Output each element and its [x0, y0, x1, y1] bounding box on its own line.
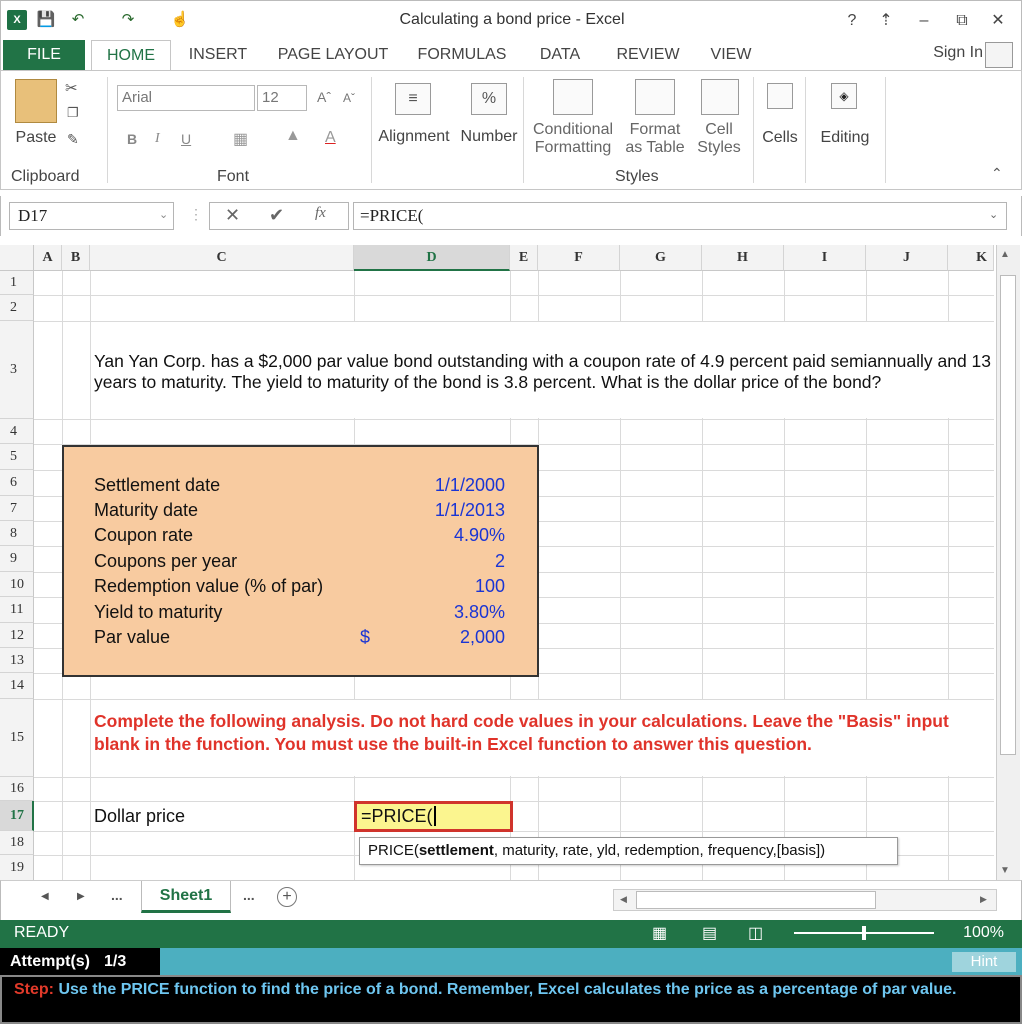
column-header-i[interactable]: I: [784, 245, 866, 271]
input-value-settlement-date[interactable]: 1/1/2000: [434, 475, 505, 495]
sheet-list-ellipsis-right[interactable]: ...: [243, 887, 255, 903]
formula-bar: [0, 196, 1022, 236]
text-cursor: [434, 806, 436, 826]
input-label-coupon-rate: Coupon rate: [94, 525, 194, 545]
sign-in-link[interactable]: Sign In: [933, 44, 983, 61]
input-value-coupons-per-year[interactable]: 2: [494, 551, 505, 571]
column-header-e[interactable]: E: [510, 245, 538, 271]
underline-button[interactable]: U: [181, 131, 192, 147]
tab-insert[interactable]: INSERT: [188, 46, 248, 63]
borders-icon[interactable]: ▦: [233, 131, 249, 148]
group-clipboard-label: Clipboard: [11, 168, 80, 185]
row-header-7[interactable]: 7: [0, 496, 34, 521]
normal-view-icon[interactable]: ▦: [652, 925, 668, 942]
input-value-par-value[interactable]: 2,000: [459, 627, 505, 647]
input-value-maturity-date[interactable]: 1/1/2013: [434, 500, 505, 520]
drag-handle-icon[interactable]: ⋮: [189, 206, 203, 222]
column-header-k[interactable]: K: [948, 245, 994, 271]
row-header-10[interactable]: 10: [0, 572, 34, 597]
undo-icon[interactable]: ↶: [71, 11, 85, 28]
scroll-left-icon[interactable]: ◀: [620, 894, 627, 904]
tooltip-function-name: PRICE(: [368, 842, 419, 859]
active-cell-value: =PRICE(: [361, 806, 433, 826]
cell-styles-line2[interactable]: Styles: [697, 139, 741, 156]
name-box-dropdown-icon[interactable]: ⌄: [159, 209, 169, 221]
alignment-button[interactable]: Alignment: [378, 128, 450, 145]
fill-color-icon[interactable]: ▲: [285, 127, 301, 144]
tooltip-current-argument[interactable]: settlement: [418, 842, 494, 859]
separator: [371, 77, 372, 183]
restore-button[interactable]: ⧉: [956, 12, 968, 29]
scroll-down-icon[interactable]: ▼: [1000, 865, 1010, 876]
zoom-slider-thumb[interactable]: [862, 926, 866, 940]
input-label-coupons-per-year: Coupons per year: [94, 551, 238, 571]
font-size-dropdown[interactable]: 12: [257, 85, 307, 111]
row-header-15[interactable]: 15: [0, 699, 34, 777]
row-header-16[interactable]: 16: [0, 777, 34, 801]
column-header-g[interactable]: G: [620, 245, 702, 271]
tooltip-arguments: , maturity, rate, yld, redemption, frequency,[basis]): [493, 842, 826, 859]
tab-review[interactable]: REVIEW: [616, 46, 680, 63]
tab-formulas[interactable]: FORMULAS: [417, 46, 507, 63]
conditional-formatting-line1[interactable]: Conditional: [532, 121, 614, 138]
input-label-par-value: Par value: [94, 627, 171, 647]
question-text: Yan Yan Corp. has a $2,000 par value bond outstanding with a coupon rate of 4.9 percent paid semiannually and 13 years to maturity. The yield to maturity of the bond is 3.8 percent. What is the dollar price of the bond?: [94, 351, 992, 392]
row-header-6[interactable]: 6: [0, 470, 34, 496]
decrease-font-icon[interactable]: Aˇ: [343, 91, 355, 105]
input-value-yield-to-maturity[interactable]: 3.80%: [453, 602, 505, 622]
separator: [805, 77, 806, 183]
insert-function-icon[interactable]: fx: [315, 205, 326, 221]
tab-page-layout[interactable]: PAGE LAYOUT: [277, 46, 389, 63]
format-painter-icon[interactable]: ✎: [67, 131, 79, 147]
title-bar: [0, 0, 1022, 40]
italic-button[interactable]: I: [155, 131, 160, 146]
paste-button[interactable]: Paste: [15, 129, 57, 146]
scroll-up-icon[interactable]: ▲: [1000, 249, 1010, 260]
tab-home[interactable]: HOME: [91, 40, 171, 71]
input-label-maturity-date: Maturity date: [94, 500, 199, 520]
horizontal-scrollbar[interactable]: [613, 889, 997, 911]
dollar-price-label: Dollar price: [94, 806, 186, 826]
window-title: Calculating a bond price - Excel: [399, 11, 625, 28]
find-binoculars-icon[interactable]: ◈: [831, 83, 857, 109]
instruction-text: Complete the following analysis. Do not hard code values in your calculations. Leave the "Basis" input blank in the function. You must use the built-in Excel function to answer this question.: [94, 711, 949, 754]
conditional-formatting-icon[interactable]: [553, 79, 593, 115]
input-value-coupon-rate[interactable]: 4.90%: [453, 525, 505, 545]
touch-mode-icon[interactable]: ☝: [170, 11, 190, 28]
column-header-j[interactable]: J: [866, 245, 948, 271]
format-as-table-line2[interactable]: as Table: [625, 139, 685, 156]
row-header-17[interactable]: 17: [0, 801, 34, 831]
tab-file[interactable]: FILE: [3, 40, 85, 70]
conditional-formatting-line2[interactable]: Formatting: [534, 139, 612, 156]
row-header-5[interactable]: 5: [0, 444, 34, 470]
column-header-a[interactable]: A: [34, 245, 62, 271]
step-instruction: [14, 981, 1004, 999]
input-label-yield-to-maturity: Yield to maturity: [94, 602, 223, 622]
page-break-view-icon[interactable]: ◫: [748, 925, 764, 942]
vertical-scroll-thumb[interactable]: [1000, 275, 1016, 755]
vertical-scrollbar[interactable]: [996, 245, 1020, 885]
increase-font-icon[interactable]: Aˆ: [317, 89, 331, 105]
group-styles-label: Styles: [615, 168, 659, 185]
horizontal-scroll-thumb[interactable]: [636, 891, 876, 909]
sheet-tab-bar: [0, 880, 1022, 920]
formula-input[interactable]: =PRICE(: [353, 202, 1007, 230]
cut-icon[interactable]: ✂: [65, 80, 78, 97]
font-name-dropdown[interactable]: Arial: [117, 85, 255, 111]
inputs-box: [62, 445, 539, 677]
row-header-8[interactable]: 8: [0, 521, 34, 546]
column-header-b[interactable]: B: [62, 245, 90, 271]
ribbon-display-options-icon[interactable]: ⇡: [879, 12, 893, 29]
separator: [753, 77, 754, 183]
step-keyword: Step:: [14, 981, 54, 998]
number-format-icon[interactable]: %: [471, 83, 507, 115]
prev-sheet-icon[interactable]: ◀: [41, 891, 49, 902]
user-avatar-icon[interactable]: [985, 42, 1013, 68]
attempt-bar: [0, 948, 1022, 975]
column-header-c[interactable]: C: [90, 245, 354, 271]
active-cell-d17[interactable]: [354, 801, 513, 832]
worksheet-grid[interactable]: [0, 245, 1022, 885]
step-bar: [0, 975, 1022, 1024]
hint-button[interactable]: Hint: [952, 952, 1016, 972]
expand-formula-bar-icon[interactable]: ⌄: [989, 209, 999, 221]
column-header-d[interactable]: D: [354, 245, 510, 271]
minimize-button[interactable]: –: [919, 12, 929, 29]
enter-check-icon[interactable]: ✔: [269, 205, 285, 225]
cells-button[interactable]: Cells: [762, 129, 798, 146]
sheet-tab-sheet1[interactable]: Sheet1: [141, 881, 231, 913]
alignment-icon[interactable]: ≡: [395, 83, 431, 115]
row-header-4[interactable]: 4: [0, 419, 34, 444]
cell-styles-line1[interactable]: Cell: [705, 121, 733, 138]
status-ready: READY: [14, 924, 70, 941]
currency-symbol: $: [360, 627, 371, 647]
tab-view[interactable]: VIEW: [710, 46, 752, 63]
status-bar: [0, 920, 1022, 948]
row-header-12[interactable]: 12: [0, 623, 34, 648]
name-box[interactable]: D17: [9, 202, 174, 230]
scroll-right-icon[interactable]: ▶: [980, 894, 987, 904]
separator: [885, 77, 886, 183]
input-label-redemption-value: Redemption value (% of par): [94, 576, 324, 596]
row-header-13[interactable]: 13: [0, 648, 34, 673]
column-header-h[interactable]: H: [702, 245, 784, 271]
attempt-value: 1/3: [104, 953, 127, 970]
row-header-11[interactable]: 11: [0, 597, 34, 623]
editing-button[interactable]: Editing: [820, 129, 870, 146]
paste-icon[interactable]: [15, 79, 57, 123]
row-header-9[interactable]: 9: [0, 546, 34, 572]
attempt-label: Attempt(s): [10, 953, 90, 970]
tab-data[interactable]: DATA: [539, 46, 581, 63]
select-all-corner[interactable]: [0, 245, 34, 271]
new-sheet-button[interactable]: +: [277, 887, 297, 907]
close-button[interactable]: ✕: [991, 12, 1005, 29]
group-font-label: Font: [217, 168, 250, 185]
redo-icon[interactable]: ↷: [121, 11, 135, 28]
zoom-level[interactable]: 100%: [963, 924, 1004, 941]
ribbon: [0, 70, 1022, 190]
page-layout-view-icon[interactable]: ▤: [702, 925, 718, 942]
collapse-ribbon-icon[interactable]: ⌃: [991, 165, 1003, 181]
row-header-14[interactable]: 14: [0, 673, 34, 699]
cells-icon[interactable]: [767, 83, 793, 109]
cancel-icon[interactable]: ✕: [225, 205, 241, 225]
copy-icon[interactable]: ❐: [67, 105, 79, 120]
save-icon[interactable]: 💾: [36, 11, 56, 28]
row-header-2[interactable]: 2: [0, 295, 34, 321]
input-value-redemption-value[interactable]: 100: [474, 576, 505, 596]
step-text: Use the PRICE function to find the price of a bond. Remember, Excel calculates the price as a percentage of par value.: [54, 981, 957, 998]
row-header-19[interactable]: 19: [0, 855, 34, 881]
cell-styles-icon[interactable]: [701, 79, 739, 115]
attempt-counter: [0, 948, 160, 975]
format-as-table-icon[interactable]: [635, 79, 675, 115]
row-header-18[interactable]: 18: [0, 831, 34, 855]
ribbon-tabs: [0, 40, 1022, 70]
column-header-f[interactable]: F: [538, 245, 620, 271]
separator: [107, 77, 108, 183]
bold-button[interactable]: B: [127, 131, 138, 147]
excel-logo-icon: X: [7, 10, 27, 30]
row-header-1[interactable]: 1: [0, 271, 34, 295]
help-button[interactable]: ?: [847, 12, 857, 29]
number-button[interactable]: Number: [460, 128, 518, 145]
input-label-settlement-date: Settlement date: [94, 475, 221, 495]
function-tooltip: [359, 837, 898, 865]
row-header-3[interactable]: 3: [0, 321, 34, 419]
font-color-icon[interactable]: A: [325, 129, 336, 146]
sheet-list-ellipsis-left[interactable]: ...: [111, 887, 123, 903]
format-as-table-line1[interactable]: Format: [629, 121, 681, 138]
separator: [523, 77, 524, 183]
next-sheet-icon[interactable]: ▶: [77, 891, 85, 902]
